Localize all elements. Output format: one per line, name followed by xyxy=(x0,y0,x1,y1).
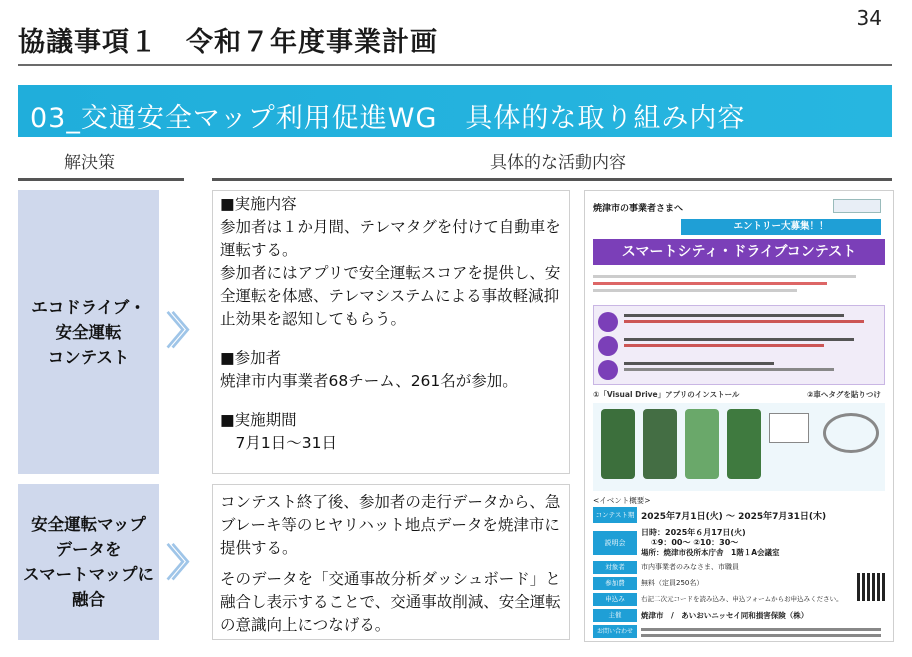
flyer-apply: 右記二次元コードを読み込み、申込フォームからお申込みください。 xyxy=(641,595,843,603)
flyer-title: スマートシティ・ドライブコンテスト xyxy=(593,239,885,265)
flyer-entry-banner: エントリー大募集！！ xyxy=(681,219,881,235)
flyer-intro xyxy=(593,271,885,301)
solution-line: エコドライブ・ xyxy=(31,297,146,317)
flyer-briefing-date: 日時：2025年６月17日(火) xyxy=(641,528,746,537)
column-header-activity: 具体的な活動内容 xyxy=(490,153,626,173)
detail-paragraph: 7月1日～31日 xyxy=(220,434,337,452)
detail-paragraph: 焼津市内事業者68チーム、261名が参加。 xyxy=(220,372,518,390)
detail-paragraph: 参加者にはアプリで安全運転スコアを提供し、安全運転を体感、テレマシステムによる事故軽減抑止効果を認知してもらう。 xyxy=(220,264,561,328)
detail-paragraph: 参加者は１か月間、テレマタグを付けて自動車を運転する。 xyxy=(220,218,561,259)
page-number: 34 xyxy=(856,6,882,30)
detail-text-map xyxy=(220,491,566,637)
flyer-host-label: 主催 xyxy=(593,609,637,622)
chevron-right-icon: 〉〉 xyxy=(166,541,196,585)
header-divider xyxy=(18,64,892,66)
section-title: 03_交通安全マップ利用促進WG 具体的な取り組み内容 xyxy=(30,103,746,134)
detail-paragraph: コンテスト終了後、参加者の走行データから、急ブレーキ等のヒヤリハット地点データを焼津市に提供する。 xyxy=(220,493,561,557)
detail-heading: ■実施期間 xyxy=(220,411,297,429)
flyer-briefing-label: 説明会 xyxy=(593,531,637,555)
column-divider-left xyxy=(18,178,184,181)
solution-box-map-fusion xyxy=(18,484,159,640)
flyer-contact-detail xyxy=(641,628,881,631)
flyer-step-1: ①「Visual Drive」アプリのインストール xyxy=(593,390,740,399)
detail-heading: ■実施内容 xyxy=(220,195,297,213)
flyer-target-label: 対象者 xyxy=(593,561,637,574)
solution-line: コンテスト xyxy=(47,347,130,367)
chevron-right-icon: 〉〉 xyxy=(166,309,196,353)
flyer-period-label: コンテスト期 xyxy=(593,507,637,523)
flyer-event-label: <イベント概要> xyxy=(593,496,651,505)
flyer-addressee: 焼津市の事業者さまへ xyxy=(593,204,684,214)
flyer-app-screens xyxy=(593,403,885,491)
solution-line: 融合 xyxy=(71,590,105,609)
solution-box-eco-drive xyxy=(18,190,159,474)
solution-line: 安全運転 xyxy=(55,322,122,342)
flyer-logo xyxy=(833,199,881,213)
detail-heading: ■参加者 xyxy=(220,349,282,367)
solution-line: 安全運転マップ xyxy=(31,515,146,534)
contest-flyer xyxy=(584,190,894,642)
solution-line: データを xyxy=(55,540,122,559)
solution-line: スマートマップに xyxy=(22,565,154,584)
flyer-period: 2025年7月1日(火) ～ 2025年7月31日(木) xyxy=(641,512,827,522)
qr-code-icon xyxy=(857,573,885,601)
page-title: 協議事項１ 令和７年度事業計画 xyxy=(18,27,438,58)
flyer-target: 市内事業者のみなさま、市職員 xyxy=(641,563,739,571)
column-divider-right xyxy=(212,178,892,181)
detail-text-contest xyxy=(220,193,566,455)
flyer-contact-label: お問い合わせ xyxy=(593,625,637,638)
flyer-step-2: ②車へタグを貼りつけ xyxy=(807,390,881,399)
detail-paragraph: そのデータを「交通事故分析ダッシュボード」と融合し表示することで、交通事故削減、安全運転の意識向上につなげる。 xyxy=(220,570,561,634)
flyer-host: 焼津市 / あいおいニッセイ同和損害保険（株） xyxy=(641,611,809,620)
flyer-fee: 無料（定員250名） xyxy=(641,579,704,587)
column-header-solution: 解決策 xyxy=(64,153,115,173)
flyer-features xyxy=(593,305,885,385)
flyer-briefing-place: 場所：焼津市役所本庁舎 1階１A会議室 xyxy=(641,548,780,557)
flyer-apply-label: 申込み xyxy=(593,593,637,606)
flyer-briefing-times: ①9：00～ ②10：30～ xyxy=(651,538,739,547)
flyer-fee-label: 参加費 xyxy=(593,577,637,590)
flyer-contact-detail xyxy=(641,634,881,637)
